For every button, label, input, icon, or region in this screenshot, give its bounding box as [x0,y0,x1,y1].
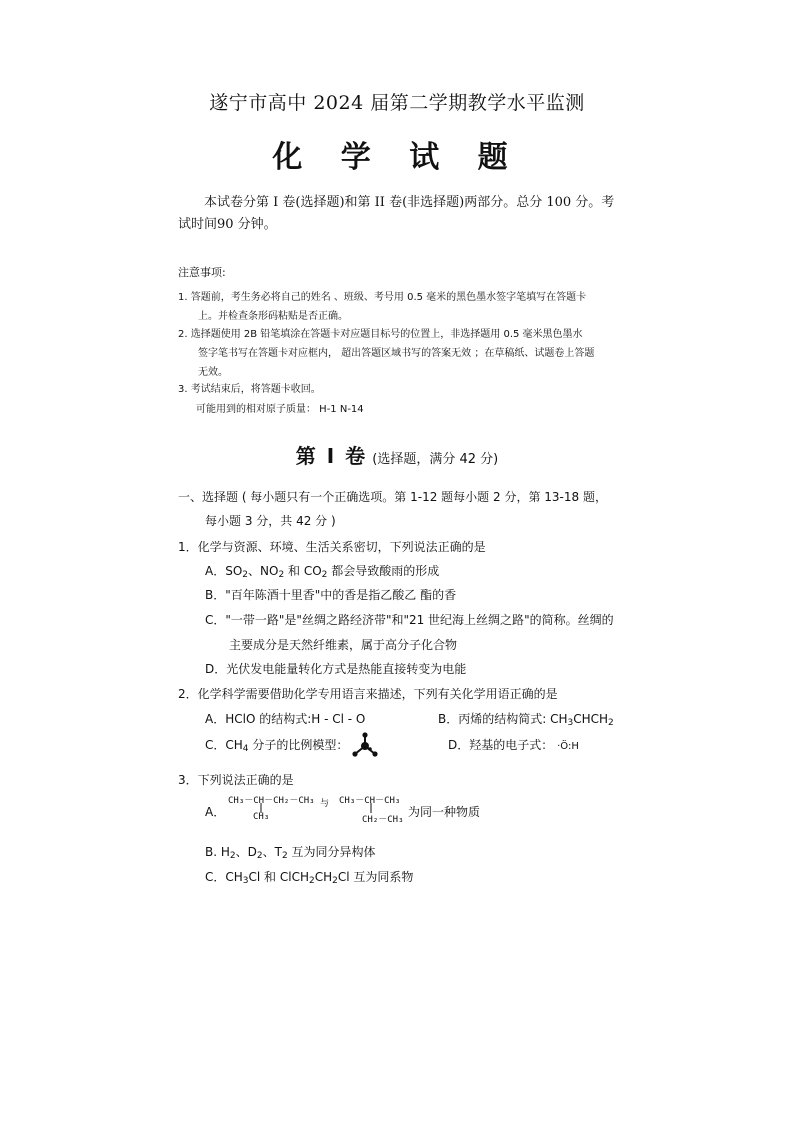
subscript: 2 [608,718,614,728]
volume-title: 第 Ⅰ 卷 [295,444,368,468]
q2-b-text: CHCH [573,712,609,726]
q3-b-text: 互为同分异构体 [287,845,376,859]
q2-option-c [205,736,348,754]
q1-option-c-line2: 主要成分是天然纤维素，属于高分子化合物 [229,638,458,652]
subscript: 3 [242,876,249,886]
q3-b-text: B. H [205,845,230,859]
q1-stem: 1．化学与资源、环境、生活关系密切，下列说法正确的是 [178,540,486,554]
q2-stem: 2．化学科学需要借助化学专用语言来描述，下列有关化学用语正确的是 [178,687,558,701]
note-item-3: 3. 考试结束后，将答题卡收回。 [178,384,321,395]
q3-option-a-label: A． [205,805,226,819]
q3-stem: 3．下列说法正确的是 [178,773,294,787]
atomic-masses: 可能用到的相对原子质量： H-1 N-14 [196,404,364,415]
q3-c-text: CH [314,870,333,884]
q1-option-c-line1: C．"一带一路"是"丝绸之路经济带"和"21 世纪海上丝绸之路"的简称。丝绸的 [205,613,614,627]
subscript: 2 [229,851,236,861]
subscript: 2 [281,851,288,861]
q1-a-text: 、NO [248,564,279,578]
q3-option-b [205,843,376,861]
q3-molecule-2: CH₃－CH－CH₃ [339,796,401,806]
q3-molecule-1-branch: CH₃ [253,812,270,822]
q3-molecule-1: CH₃－CH－CH₂－CH₃ [228,796,315,806]
subscript: 3 [567,718,574,728]
note-item-2-line1: 2. 选择题使用 2B 铅笔填涂在答题卡对应题目标号的位置上，非选择题用 0.5 毫米黑色墨水 [178,329,583,340]
methane-model-icon [350,730,380,760]
subscript: 2 [242,570,249,580]
note-item-2-line3: 无效。 [198,367,228,378]
q3-c-text: Cl 互为同系物 [337,870,414,884]
hydroxyl-electron-formula: ·Ö:H [557,741,579,752]
subject-title: 化 学 试 题 [272,140,522,175]
q3-b-text: 、T [262,845,282,859]
q2-c-text: 分子的比例模型： [248,738,349,752]
q2-option-b [438,710,614,728]
volume-subtitle: (选择题，满分 42 分) [372,452,499,467]
subscript: 2 [278,570,285,580]
q3-with: 与 [320,799,330,809]
q1-option-b: B．"百年陈酒十里香"中的香是指乙酸乙 酯的香 [205,588,457,602]
q2-option-a: A．HClO 的结构式:H - Cl - O [205,712,366,726]
volume-heading [0,440,794,469]
note-item-1-line1: 1. 答题前，考生务必将自己的姓名 、班级、考号用 0.5 毫米的黑色墨水签字笔填写在答题卡 [178,292,587,303]
q3-c-text: Cl 和 ClCH [248,870,309,884]
q2-b-text: B．丙烯的结构简式: CH [438,712,568,726]
note-item-1-line2: 上。并检查条形码粘贴是否正确。 [198,311,348,322]
q1-a-text: 和 CO [284,564,322,578]
subscript: 2 [332,876,338,886]
subscript: 2 [321,570,328,580]
section-instruction-line1: 一、选择题 ( 每小题只有一个正确选项。第 1-12 题每小题 2 分，第 13-18 题， [178,490,607,504]
section-instruction-line2: 每小题 3 分，共 42 分 ) [205,514,336,528]
q3-c-text: C．CH [205,870,243,884]
q2-c-text: C．CH [205,738,243,752]
subscript: 2 [256,851,263,861]
q3-option-c [205,868,413,886]
q2-option-d [448,736,579,755]
q2-d-text: D．羟基的电子式： [448,738,554,752]
school-title: 遂宁市高中 2024 届第二学期教学水平监测 [209,92,585,114]
q3-molecule-2-branch: CH₂－CH₃ [362,815,404,825]
intro-paragraph: 本试卷分第 I 卷(选择题)和第 II 卷(非选择题)两部分。总分 100 分。考试时间90 分钟。 [178,195,615,232]
q1-option-a [205,562,439,580]
subscript: 2 [309,876,315,886]
note-item-1 [178,288,618,326]
q1-a-text: A．SO [205,564,243,578]
subscript: 4 [242,744,249,754]
q3-option-a-text: 为同一种物质 [408,805,481,819]
note-item-2-line2: 签字笔书写在答题卡对应框内， 超出答题区域书写的答案无效 ；在草稿纸、试题卷上答题 [198,348,595,359]
q1-option-d: D．光伏发电能量转化方式是热能直接转变为电能 [205,662,467,676]
note-item-2 [178,325,618,382]
notes-title: 注意事项: [178,266,226,279]
q3-b-text: 、D [235,845,257,859]
q1-a-text: 都会导致酸雨的形成 [327,564,440,578]
